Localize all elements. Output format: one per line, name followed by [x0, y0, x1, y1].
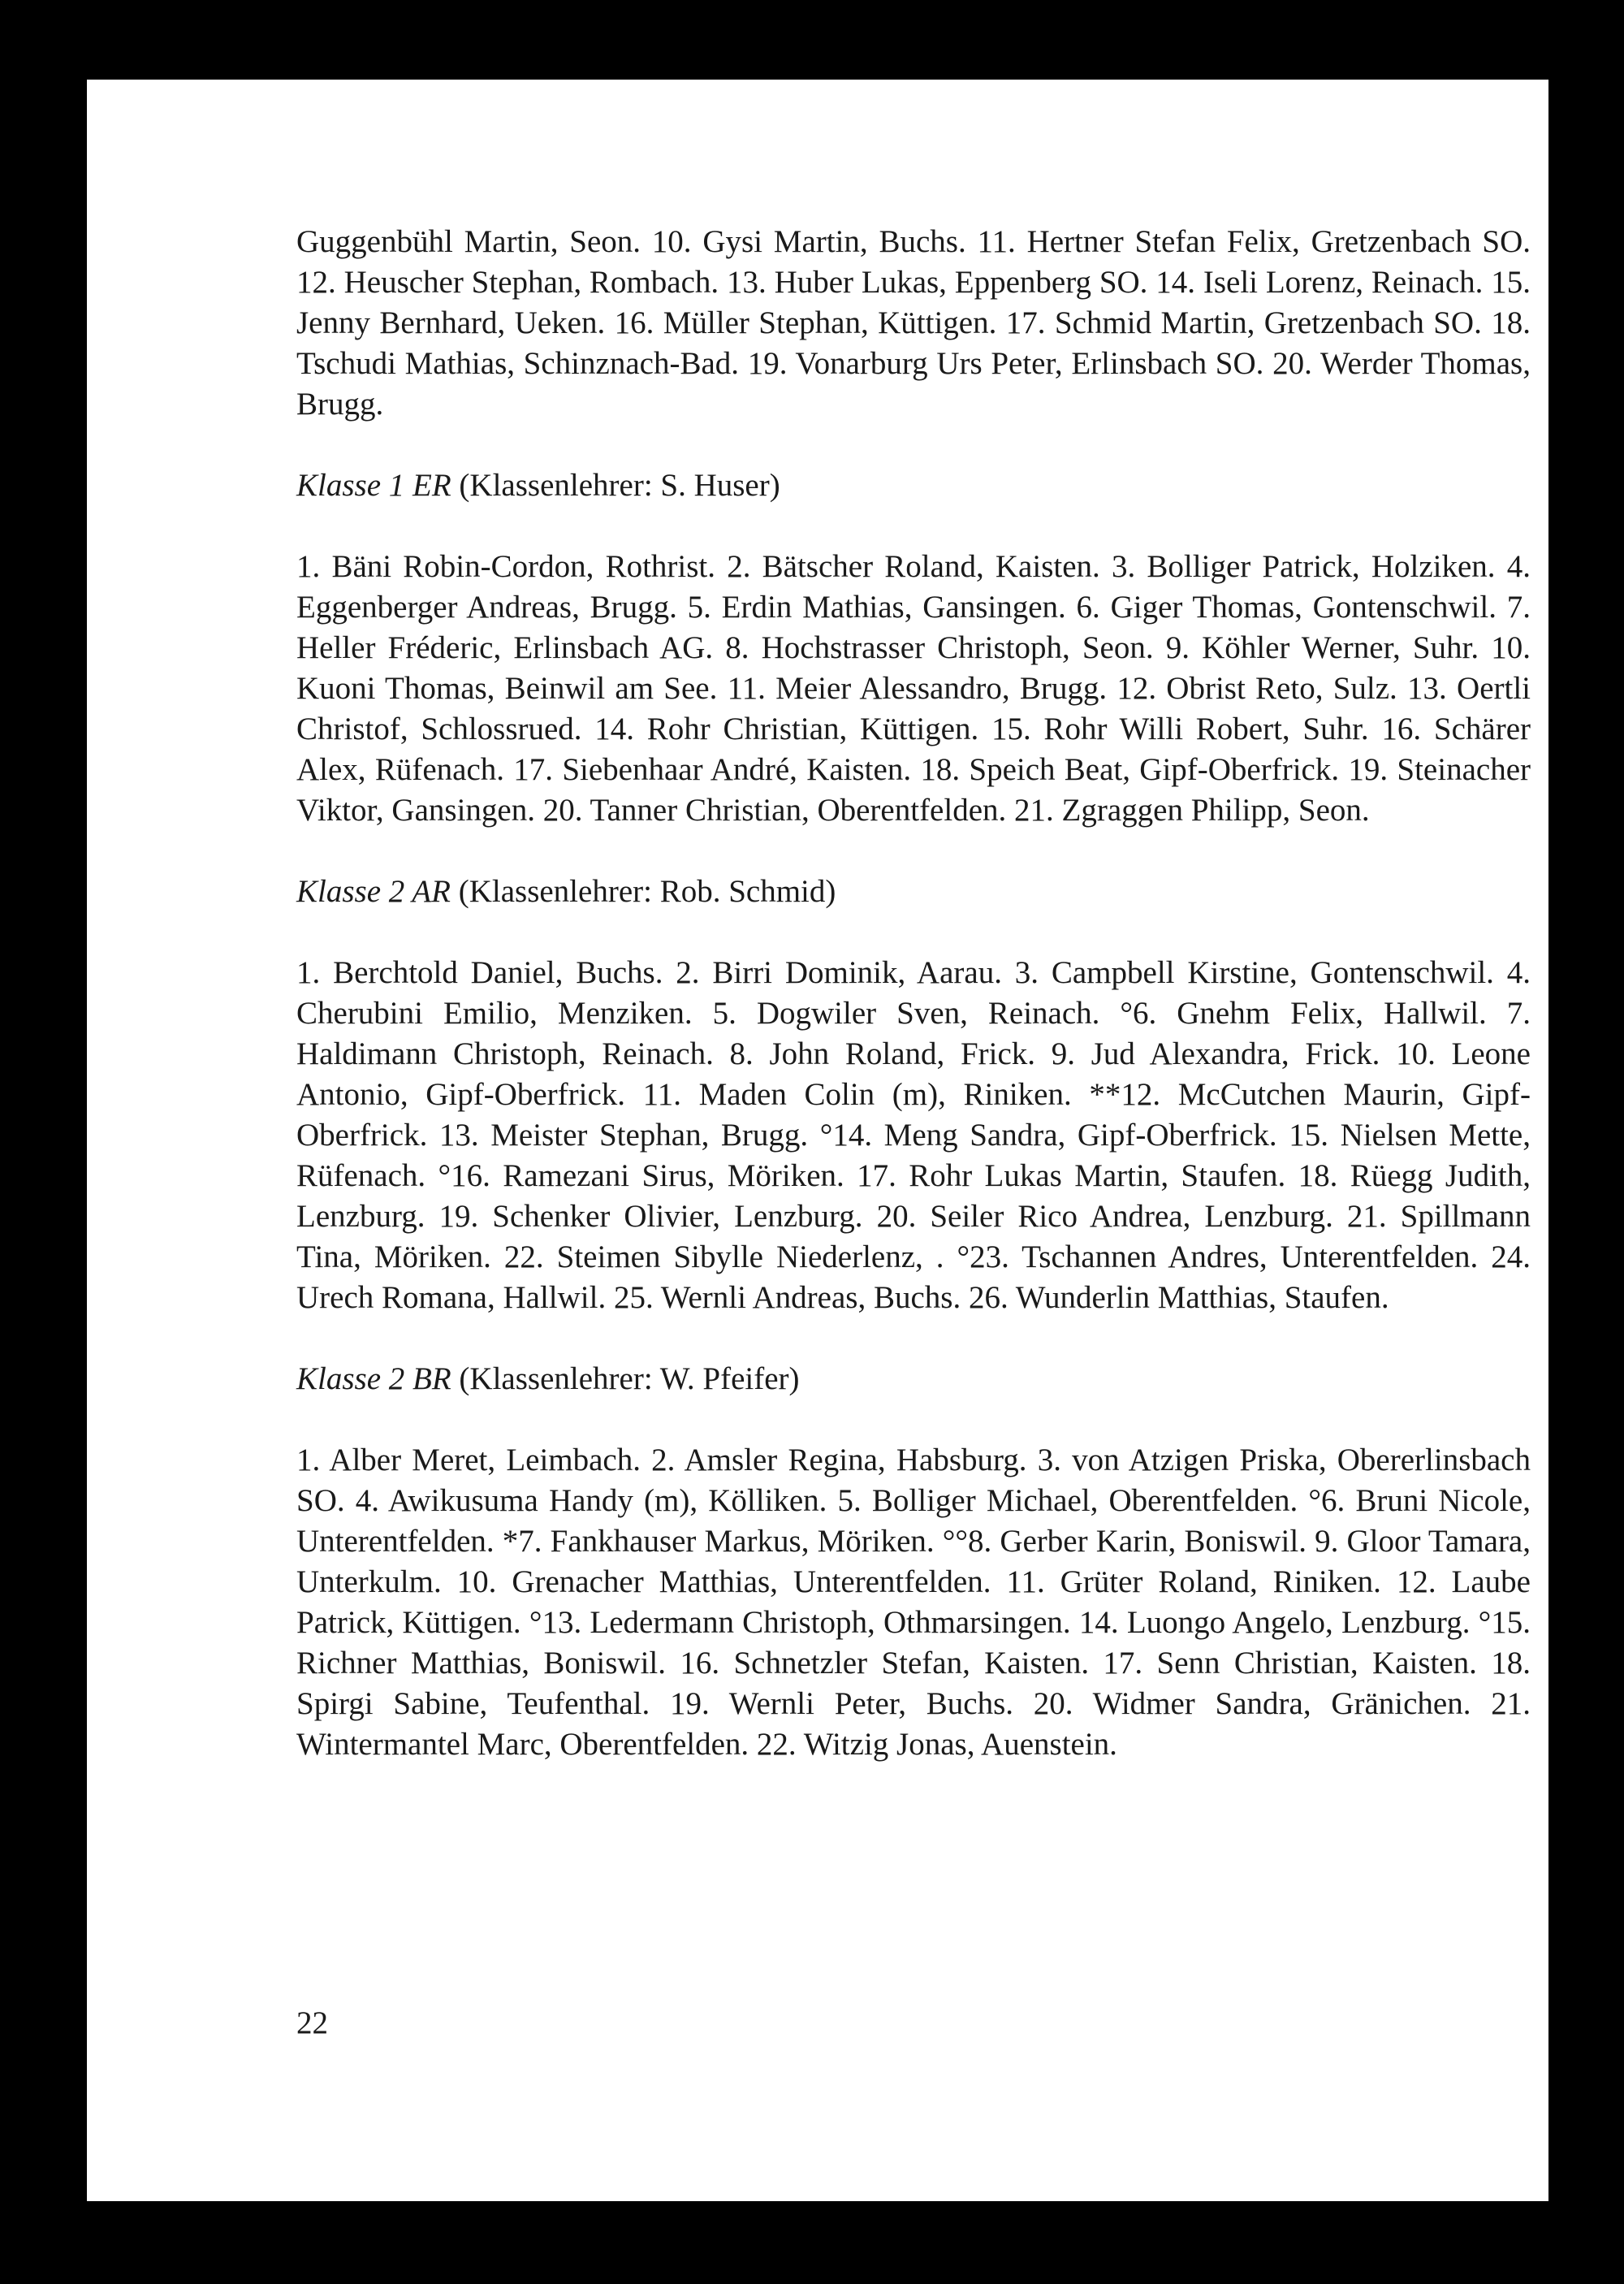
student-list-2ar: 1. Berchtold Daniel, Buchs. 2. Birri Dominik, Aarau. 3. Campbell Kirstine, Gontenschwil. 4. Cherubini Emilio, Menziken. 5. Dogwiler Sven, Reinach. °6. Gnehm Felix, Hallwil. 7. Haldimann Christoph, Reinach. 8. John Roland, Frick. 9. Jud Alexandra, Frick. 10. Leone Antonio, Gipf-Oberfrick. 11. Maden Colin (m), Riniken. **12. McCutchen Maurin, Gipf-Oberfrick. 13. Meister Stephan, Brugg. °14. Meng Sandra, Gipf-Oberfrick. 15. Nielsen Mette, Rüfenach. °16. Ramezani Sirus, Möriken. 17. Rohr Lukas Martin, Staufen. 18. Rüegg Judith, Lenzburg. 19. Schenker Olivier, Lenzburg. 20. Seiler Rico Andrea, Lenzburg. 21. Spillmann Tina, Möriken. 22. Steimen Sibylle Niederlenz, . °23. Tschannen Andres, Unterentfelden. 24. Urech Romana, Hallwil. 25. Wernli Andreas, Buchs. 26. Wunderlin Matthias, Staufen. — [296, 955, 1531, 1315]
document-page — [87, 80, 1548, 2201]
class-teacher: (Klassenlehrer: W. Pfeifer) — [451, 1361, 800, 1396]
page-content — [296, 222, 1531, 1765]
class-teacher: (Klassenlehrer: Rob. Schmid) — [450, 874, 836, 909]
intro-paragraph: Guggenbühl Martin, Seon. 10. Gysi Martin, Buchs. 11. Hertner Stefan Felix, Gretzenbach SO. 12. Heuscher Stephan, Rombach. 13. Huber Lukas, Eppenberg SO. 14. Iseli Lorenz, Reinach. 15. Jenny Bernhard, Ueken. 16. Müller Stephan, Küttigen. 17. Schmid Martin, Gretzenbach SO. 18. Tschudi Mathias, Schinznach-Bad. 19. Vonarburg Urs Peter, Erlinsbach SO. 20. Werder Thomas, Brugg. — [296, 224, 1531, 422]
class-title: Klasse 2 AR — [296, 874, 451, 909]
student-list-2br: 1. Alber Meret, Leimbach. 2. Amsler Regina, Habsburg. 3. von Atzigen Priska, Obererlinsbach SO. 4. Awikusuma Handy (m), Kölliken. 5. Bolliger Michael, Oberentfelden. °6. Bruni Nicole, Unterentfelden. *7. Fankhauser Markus, Möriken. °°8. Gerber Karin, Boniswil. 9. Gloor Tamara, Unterkulm. 10. Grenacher Matthias, Unterentfelden. 11. Grüter Roland, Riniken. 12. Laube Patrick, Küttigen. °13. Ledermann Christoph, Othmarsingen. 14. Luongo Angelo, Lenzburg. °15. Richner Matthias, Boniswil. 16. Schnetzler Stefan, Kaisten. 17. Senn Christian, Kaisten. 18. Spirgi Sabine, Teufenthal. 19. Wernli Peter, Buchs. 20. Widmer Sandra, Gränichen. 21. Wintermantel Marc, Oberentfelden. 22. Witzig Jonas, Auenstein. — [296, 1443, 1531, 1762]
class-teacher: (Klassenlehrer: S. Huser) — [451, 468, 780, 503]
student-list-1er: 1. Bäni Robin-Cordon, Rothrist. 2. Bätscher Roland, Kaisten. 3. Bolliger Patrick, Holziken. 4. Eggenberger Andreas, Brugg. 5. Erdin Mathias, Gansingen. 6. Giger Thomas, Gontenschwil. 7. Heller Fréderic, Erlinsbach AG. 8. Hochstrasser Christoph, Seon. 9. Köhler Werner, Suhr. 10. Kuoni Thomas, Beinwil am See. 11. Meier Alessandro, Brugg. 12. Obrist Reto, Sulz. 13. Oertli Christof, Schlossrued. 14. Rohr Christian, Küttigen. 15. Rohr Willi Robert, Suhr. 16. Schärer Alex, Rüfenach. 17. Siebenhaar André, Kaisten. 18. Speich Beat, Gipf-Oberfrick. 19. Steinacher Viktor, Gansingen. 20. Tanner Christian, Oberentfelden. 21. Zgraggen Philipp, Seon. — [296, 549, 1531, 828]
section-heading-2ar — [296, 872, 1531, 912]
section-heading-1er — [296, 465, 1531, 506]
section-heading-2br — [296, 1359, 1531, 1399]
page-number: 22 — [296, 2005, 328, 2040]
class-title: Klasse 1 ER — [296, 468, 451, 503]
class-title: Klasse 2 BR — [296, 1361, 451, 1396]
